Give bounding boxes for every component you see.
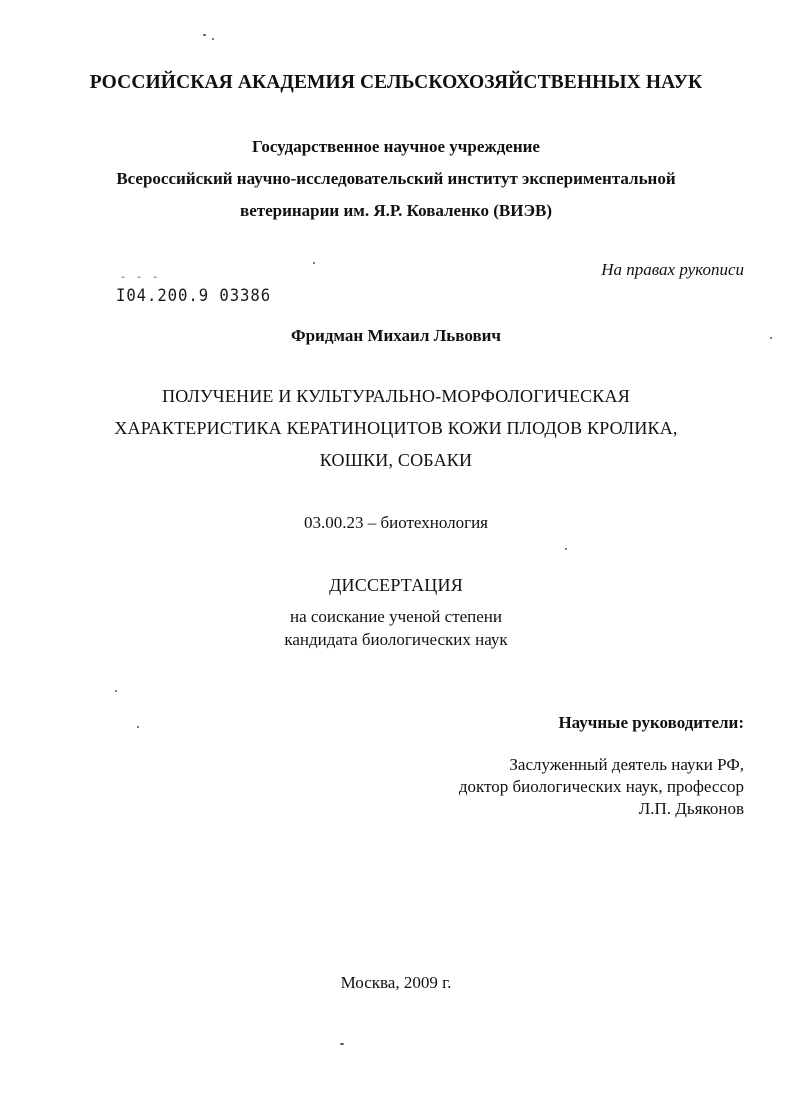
dissertation-title-line-2: ХАРАКТЕРИСТИКА КЕРАТИНОЦИТОВ КОЖИ ПЛОДОВ КРОЛИКА, bbox=[114, 418, 678, 438]
specialty-code: 03.00.23 – биотехнология bbox=[303, 513, 489, 532]
scan-speck bbox=[212, 38, 214, 40]
dissertation-title-line-1: ПОЛУЧЕНИЕ И КУЛЬТУРАЛЬНО-МОРФОЛОГИЧЕСКАЯ bbox=[162, 386, 630, 406]
scan-speck bbox=[313, 262, 315, 264]
author-name: Фридман Михаил Львович bbox=[290, 326, 502, 345]
institution-type: Государственное научное учреждение bbox=[252, 137, 540, 156]
degree-line-1: на соискание ученой степени bbox=[289, 607, 503, 626]
scan-speck bbox=[115, 690, 117, 692]
academy-name: РОССИЙСКАЯ АКАДЕМИЯ СЕЛЬСКОХОЗЯЙСТВЕННЫХ НАУК bbox=[89, 72, 703, 93]
scan-speck bbox=[565, 548, 567, 550]
scan-speck bbox=[340, 1043, 344, 1045]
scan-speck bbox=[137, 726, 139, 728]
scan-speck bbox=[203, 34, 206, 36]
city-year: Москва, 2009 г. bbox=[340, 973, 452, 992]
dissertation-title-line-3: КОШКИ, СОБАКИ bbox=[319, 450, 473, 470]
supervisor-name: Л.П. Дьяконов bbox=[638, 799, 744, 818]
supervisors-heading: Научные руководители: bbox=[558, 713, 744, 732]
degree-line-2: кандидата биологических наук bbox=[284, 630, 508, 649]
institution-name-line-1: Всероссийский научно-исследовательский институт экспериментальной bbox=[116, 169, 676, 188]
supervisor-degree-line: доктор биологических наук, профессор bbox=[458, 777, 744, 796]
registration-stamp: I04.200.9 03386 bbox=[116, 286, 272, 306]
supervisor-title-line: Заслуженный деятель науки РФ, bbox=[509, 755, 744, 774]
manuscript-rights-note: На правах рукописи bbox=[601, 260, 744, 279]
institution-name-line-2: ветеринарии им. Я.Р. Коваленко (ВИЭВ) bbox=[240, 201, 552, 220]
document-type: ДИССЕРТАЦИЯ bbox=[329, 575, 463, 595]
stamp-marks: ‐ ‐ ‐ bbox=[120, 272, 161, 283]
